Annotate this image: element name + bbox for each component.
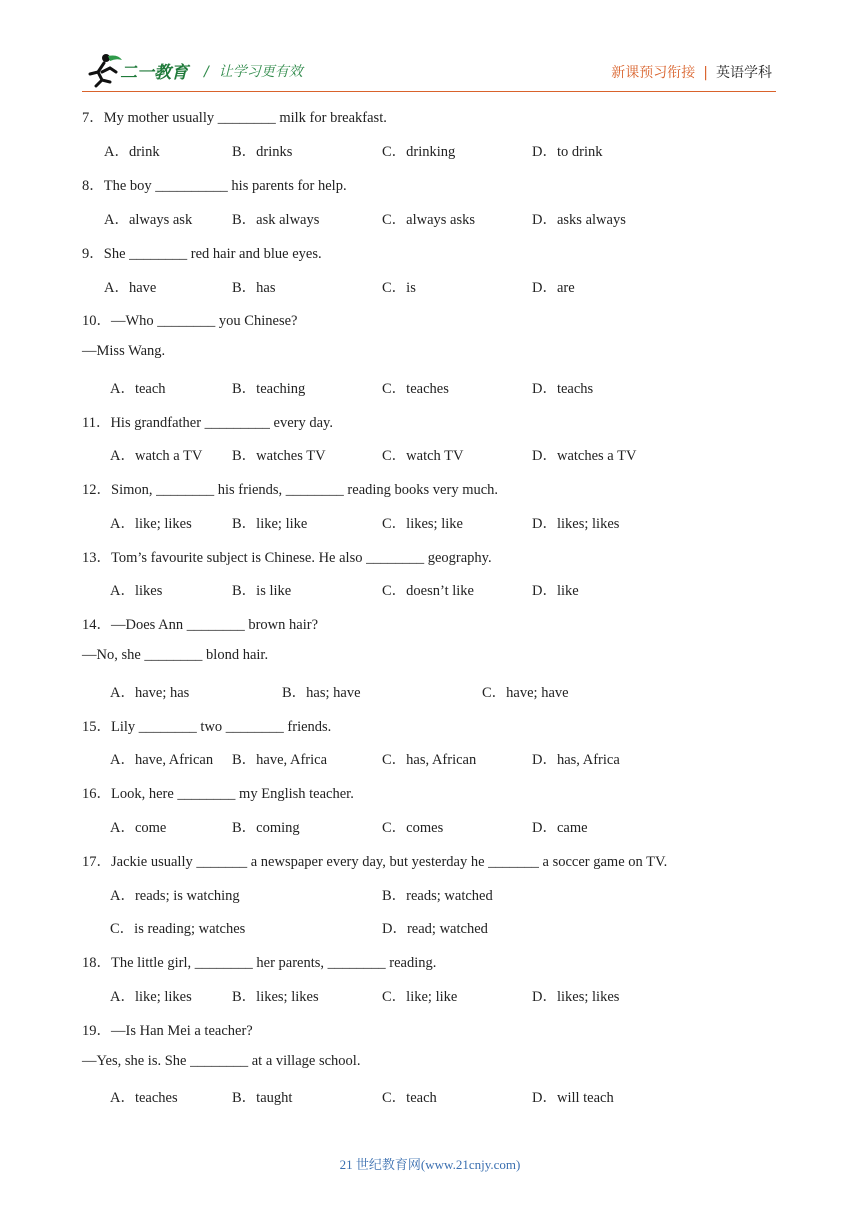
- option-12b[interactable]: B．like; like: [232, 516, 308, 532]
- option-11c[interactable]: C．watch TV: [382, 448, 464, 464]
- option-17c[interactable]: C．is reading; watches: [110, 921, 246, 937]
- option-13b[interactable]: B．is like: [232, 583, 292, 599]
- option-17b[interactable]: B．reads; watched: [382, 888, 493, 904]
- option-18a[interactable]: A．like; likes: [110, 989, 192, 1005]
- option-10a[interactable]: A．teach: [110, 381, 166, 397]
- question-17: 17．Jackie usually _______ a newspaper every day, but yesterday he _______ a soccer game on TV.: [82, 854, 668, 870]
- option-8a[interactable]: A．always ask: [104, 212, 193, 228]
- slogan-slash: /: [204, 64, 209, 80]
- option-9a[interactable]: A．have: [104, 280, 157, 296]
- slogan: [204, 61, 303, 81]
- slogan-text: 让学习更有效: [218, 64, 303, 80]
- option-11a[interactable]: A．watch a TV: [110, 448, 203, 464]
- option-16a[interactable]: A．come: [110, 820, 167, 836]
- question-11: 11．His grandfather _________ every day.: [82, 415, 333, 431]
- option-9b[interactable]: B．has: [232, 280, 276, 296]
- option-15d[interactable]: D．has, Africa: [532, 752, 620, 768]
- option-14b[interactable]: B．has; have: [282, 685, 361, 701]
- question-8: 8．The boy __________ his parents for help.: [82, 178, 347, 194]
- option-7d[interactable]: D．to drink: [532, 144, 603, 160]
- header-tags: [611, 62, 772, 82]
- question-7: 7．My mother usually ________ milk for breakfast.: [82, 110, 387, 126]
- option-15c[interactable]: C．has, African: [382, 752, 477, 768]
- option-19c[interactable]: C．teach: [382, 1090, 437, 1106]
- option-10c[interactable]: C．teaches: [382, 381, 449, 397]
- option-7c[interactable]: C．drinking: [382, 144, 456, 160]
- option-10b[interactable]: B．teaching: [232, 381, 306, 397]
- option-10d[interactable]: D．teachs: [532, 381, 594, 397]
- option-17d[interactable]: D．read; watched: [382, 921, 488, 937]
- option-7b[interactable]: B．drinks: [232, 144, 293, 160]
- option-9c[interactable]: C．is: [382, 280, 416, 296]
- page-footer: 21 世纪教育网(www.21cnjy.com): [339, 1157, 521, 1172]
- question-10-answer-line: —Miss Wang.: [82, 343, 166, 359]
- course-tag: 新课预习衔接: [611, 65, 696, 81]
- option-17a[interactable]: A．reads; is watching: [110, 888, 240, 904]
- option-8c[interactable]: C．always asks: [382, 212, 476, 228]
- option-15a[interactable]: A．have, African: [110, 752, 214, 768]
- question-19: 19．—Is Han Mei a teacher?: [82, 1023, 253, 1039]
- question-12: 12．Simon, ________ his friends, ________ reading books very much.: [82, 482, 499, 498]
- question-18: 18．The little girl, ________ her parents, ________ reading.: [82, 955, 437, 971]
- question-13: 13．Tom’s favourite subject is Chinese. He also ________ geography.: [82, 550, 492, 566]
- logo-text: 二一教育: [120, 63, 188, 83]
- option-14a[interactable]: A．have; has: [110, 685, 190, 701]
- option-18b[interactable]: B．likes; likes: [232, 989, 319, 1005]
- question-9: 9．She ________ red hair and blue eyes.: [82, 246, 322, 262]
- question-14-answer-line: —No, she ________ blond hair.: [82, 647, 269, 663]
- option-15b[interactable]: B．have, Africa: [232, 752, 328, 768]
- question-14: 14．—Does Ann ________ brown hair?: [82, 617, 319, 633]
- option-14c[interactable]: C．have; have: [482, 685, 569, 701]
- question-16: 16．Look, here ________ my English teacher.: [82, 786, 354, 802]
- option-16d[interactable]: D．came: [532, 820, 588, 836]
- option-16c[interactable]: C．comes: [382, 820, 444, 836]
- question-15: 15．Lily ________ two ________ friends.: [82, 719, 332, 735]
- option-12a[interactable]: A．like; likes: [110, 516, 192, 532]
- option-13d[interactable]: D．like: [532, 583, 579, 599]
- option-13a[interactable]: A．likes: [110, 583, 163, 599]
- option-8b[interactable]: B．ask always: [232, 212, 320, 228]
- option-19d[interactable]: D．will teach: [532, 1090, 614, 1106]
- option-11b[interactable]: B．watches TV: [232, 448, 326, 464]
- option-9d[interactable]: D．are: [532, 280, 575, 296]
- option-13c[interactable]: C．doesn’t like: [382, 583, 474, 599]
- page-header: [0, 0, 860, 96]
- option-11d[interactable]: D．watches a TV: [532, 448, 637, 464]
- option-19a[interactable]: A．teaches: [110, 1090, 178, 1106]
- question-19-answer-line: —Yes, she is. She ________ at a village school.: [82, 1053, 361, 1069]
- option-12d[interactable]: D．likes; likes: [532, 516, 620, 532]
- runner-logo-icon: [84, 52, 124, 88]
- question-10: 10．—Who ________ you Chinese?: [82, 313, 298, 329]
- header-rule: [82, 91, 776, 92]
- option-12c[interactable]: C．likes; like: [382, 516, 463, 532]
- option-16b[interactable]: B．coming: [232, 820, 300, 836]
- tag-divider: |: [703, 65, 708, 81]
- option-19b[interactable]: B．taught: [232, 1090, 293, 1106]
- option-18c[interactable]: C．like; like: [382, 989, 458, 1005]
- option-18d[interactable]: D．likes; likes: [532, 989, 620, 1005]
- option-8d[interactable]: D．asks always: [532, 212, 626, 228]
- logo: [84, 52, 192, 90]
- subject-tag: 英语学科: [716, 65, 772, 81]
- option-7a[interactable]: A．drink: [104, 144, 160, 160]
